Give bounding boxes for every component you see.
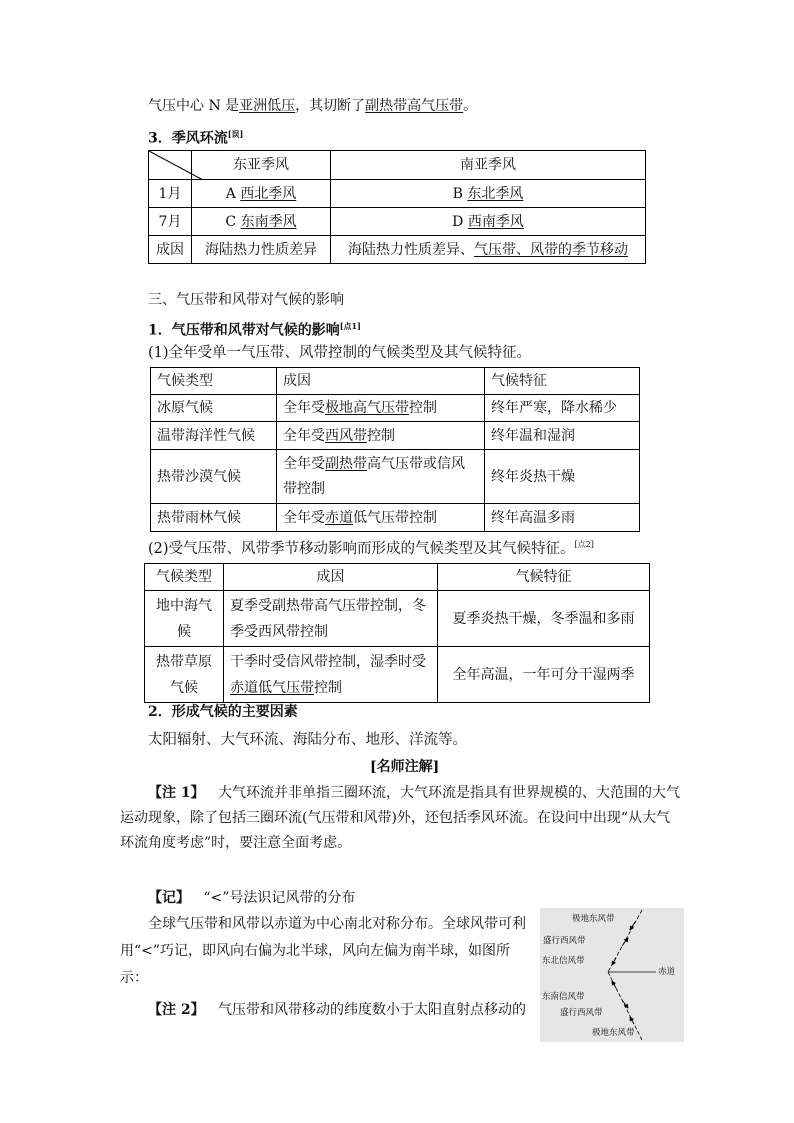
part2-desc-text: (2)受气压带、风带季节移动影响而形成的气候类型及其气候特征。 bbox=[148, 540, 575, 557]
type-line: 地中海气 bbox=[156, 597, 212, 614]
sub2-title: 2．形成气候的主要因素 bbox=[148, 704, 298, 720]
table-row bbox=[151, 504, 640, 532]
south-arrow-1 bbox=[612, 981, 616, 988]
climate-feature: 终年严寒，降水稀少 bbox=[485, 395, 640, 422]
cause-text: 全年受 bbox=[283, 455, 325, 472]
monsoon-cell-sa bbox=[331, 180, 646, 208]
north-arrow-1 bbox=[630, 922, 635, 930]
monsoon-col-sa: 南亚季风 bbox=[331, 151, 646, 180]
type-line: 热带草原 bbox=[156, 653, 212, 670]
cause-answer: 气压带、风带的季节移动 bbox=[474, 241, 628, 258]
cause-text: 控制 bbox=[367, 427, 395, 444]
monsoon-header-row bbox=[149, 151, 646, 180]
label-s-polar: 极地东风带 bbox=[592, 1028, 635, 1038]
diagonal-line bbox=[149, 151, 203, 180]
climate-feature: 夏季炎热干燥，冬季温和多雨 bbox=[438, 591, 650, 647]
note-1-text: 大气环流并非单指三圈环流，大气环流是指具有世界规模的、大范围的大气运动现象，除了包括三圈环流(气压带和风带)外，还包括季风环流。在设问中出现“从大气环流角度考虑”时，要注意全面考虑。 bbox=[120, 785, 680, 851]
monsoon-heading-text: 3．季风环流 bbox=[148, 130, 228, 147]
climate-type: 温带海洋性气候 bbox=[151, 422, 277, 450]
climate-feature: 终年温和湿润 bbox=[485, 422, 640, 450]
intro-line bbox=[148, 96, 477, 116]
table1-header-cause: 成因 bbox=[277, 368, 485, 395]
label-n-west: 盛行西风带 bbox=[543, 936, 586, 946]
cause-answer: 赤道低气压带 bbox=[230, 679, 314, 696]
climate-type bbox=[145, 591, 224, 647]
cause-text: 海陆热力性质差异、 bbox=[348, 241, 474, 258]
memo-text: 全球气压带和风带以赤道为中心南北对称分布。全球风带可利用“<”巧记，即风向右偏为北半球，风向左偏为南半球，如图所示： bbox=[120, 916, 526, 986]
monsoon-row-label: 成因 bbox=[149, 236, 192, 264]
north-arrow-2 bbox=[622, 938, 628, 946]
table-row bbox=[145, 591, 650, 647]
monsoon-cell-ea bbox=[192, 180, 331, 208]
memo-heading bbox=[148, 888, 355, 908]
cause-text: 全年受 bbox=[283, 400, 325, 416]
climate-type: 冰原气候 bbox=[151, 395, 277, 422]
cause-answer: 西风带 bbox=[325, 427, 367, 444]
cell-answer: 东北季风 bbox=[467, 185, 524, 202]
climate-feature: 全年高温，一年可分干湿两季 bbox=[438, 647, 650, 703]
cause-answer: 极地高气压带 bbox=[325, 400, 409, 416]
intro-text: 气压中心 N 是 bbox=[148, 98, 240, 114]
table-row bbox=[151, 450, 640, 504]
cause-text: 季受西风带控制 bbox=[230, 623, 328, 640]
note-2-text: 气压带和风带移动的纬度数小于太阳直射点移动的 bbox=[217, 1002, 526, 1018]
monsoon-row-cause bbox=[149, 236, 646, 264]
cell-prefix: A bbox=[225, 185, 241, 202]
type-line: 气候 bbox=[170, 679, 198, 696]
cause-text: 高气压带或信风 bbox=[367, 455, 465, 472]
table2-header-type: 气候类型 bbox=[145, 564, 224, 591]
monsoon-table bbox=[148, 150, 646, 264]
teacher-notes-title: [名师注解] bbox=[370, 759, 440, 775]
intro-text-mid: ，其切断了 bbox=[295, 98, 366, 114]
label-n-trade: 东北信风带 bbox=[542, 956, 585, 966]
monsoon-row-label: 7月 bbox=[149, 208, 192, 236]
sub1-title-text: 1．气压带和风带对气候的影响 bbox=[148, 322, 340, 339]
monsoon-cell-ea bbox=[192, 208, 331, 236]
climate-type: 热带雨林气候 bbox=[151, 504, 277, 532]
monsoon-cause-sa bbox=[331, 236, 646, 264]
climate-table-2 bbox=[144, 563, 650, 703]
climate-cause bbox=[277, 395, 485, 422]
intro-text-end: 。 bbox=[463, 98, 478, 114]
label-s-trade: 东南信风带 bbox=[542, 992, 585, 1002]
note-2 bbox=[148, 1000, 526, 1020]
part2-tag: [点2] bbox=[574, 540, 594, 549]
part1-desc: (1)全年受单一气压带、风带控制的气候类型及其气候特征。 bbox=[148, 345, 532, 361]
note-1-label: 【注 1】 bbox=[148, 785, 205, 801]
label-n-polar: 极地东风带 bbox=[572, 914, 615, 924]
monsoon-heading-tag: [误] bbox=[227, 129, 244, 139]
cause-text: 夏季受副热带高气压带控制，冬 bbox=[230, 597, 426, 614]
monsoon-cell-sa bbox=[331, 208, 646, 236]
sub1-tag: [点1] bbox=[339, 321, 361, 331]
table2-header bbox=[145, 564, 650, 591]
intro-underline-2: 副热带高气压带 bbox=[365, 98, 464, 114]
climate-feature: 终年炎热干燥 bbox=[485, 450, 640, 504]
table-row bbox=[151, 395, 640, 422]
climate-table-1 bbox=[150, 367, 640, 532]
monsoon-row-label: 1月 bbox=[149, 180, 192, 208]
section-title: 三、气压带和风带对气候的影响 bbox=[148, 292, 344, 308]
monsoon-row-jul bbox=[149, 208, 646, 236]
climate-cause bbox=[224, 647, 438, 703]
diagonal-header-cell bbox=[149, 151, 192, 180]
intro-underline-1: 亚洲低压 bbox=[239, 98, 296, 114]
climate-cause bbox=[224, 591, 438, 647]
monsoon-col-ea: 东亚季风 bbox=[192, 151, 331, 180]
table-row bbox=[151, 422, 640, 450]
table-row bbox=[145, 647, 650, 703]
cause-text: 控制 bbox=[409, 400, 437, 416]
cause-text: 全年受 bbox=[283, 427, 325, 444]
cause-text: 带控制 bbox=[283, 480, 325, 497]
cause-text: 低气压带控制 bbox=[353, 509, 437, 526]
climate-feature: 终年高温多雨 bbox=[485, 504, 640, 532]
north-arrow-3 bbox=[612, 958, 616, 965]
sub1-title bbox=[148, 316, 361, 341]
cell-prefix: D bbox=[452, 213, 468, 230]
note-2-label: 【注 2】 bbox=[148, 1002, 205, 1018]
cell-prefix: B bbox=[452, 185, 468, 202]
climate-cause bbox=[277, 504, 485, 532]
cause-text: 干季时受信风带控制，湿季时受 bbox=[230, 653, 426, 670]
monsoon-cause-ea: 海陆热力性质差异 bbox=[192, 236, 331, 264]
memo-label: 【记】 bbox=[148, 890, 190, 906]
cell-answer: 西南季风 bbox=[467, 213, 524, 230]
note-1 bbox=[120, 781, 680, 856]
label-s-west: 盛行西风带 bbox=[560, 1008, 603, 1018]
climate-type: 热带沙漠气候 bbox=[151, 450, 277, 504]
cause-text: 全年受 bbox=[283, 509, 325, 526]
cause-answer: 副热带 bbox=[325, 455, 367, 472]
cell-prefix: C bbox=[225, 213, 241, 230]
wind-belt-diagram bbox=[540, 908, 684, 1042]
climate-cause bbox=[277, 422, 485, 450]
table2-header-feature: 气候特征 bbox=[438, 564, 650, 591]
climate-cause bbox=[277, 450, 485, 504]
label-equator: 赤道 bbox=[658, 967, 676, 977]
cell-answer: 西北季风 bbox=[240, 185, 297, 202]
table1-header-feature: 气候特征 bbox=[485, 368, 640, 395]
memo-title: “<”号法识记风带的分布 bbox=[203, 890, 356, 906]
part2-desc bbox=[148, 535, 594, 559]
table2-header-cause: 成因 bbox=[224, 564, 438, 591]
monsoon-row-jan bbox=[149, 180, 646, 208]
table1-header-type: 气候类型 bbox=[151, 368, 277, 395]
table1-header bbox=[151, 368, 640, 395]
type-line: 候 bbox=[177, 623, 191, 640]
cause-answer: 赤道 bbox=[325, 509, 353, 526]
climate-type bbox=[145, 647, 224, 703]
south-arrow-3 bbox=[630, 1017, 634, 1024]
cell-answer: 东南季风 bbox=[240, 213, 297, 230]
monsoon-heading bbox=[148, 124, 243, 149]
cause-text: 控制 bbox=[314, 679, 342, 696]
factors-text: 太阳辐射、大气环流、海陆分布、地形、洋流等。 bbox=[148, 732, 467, 748]
